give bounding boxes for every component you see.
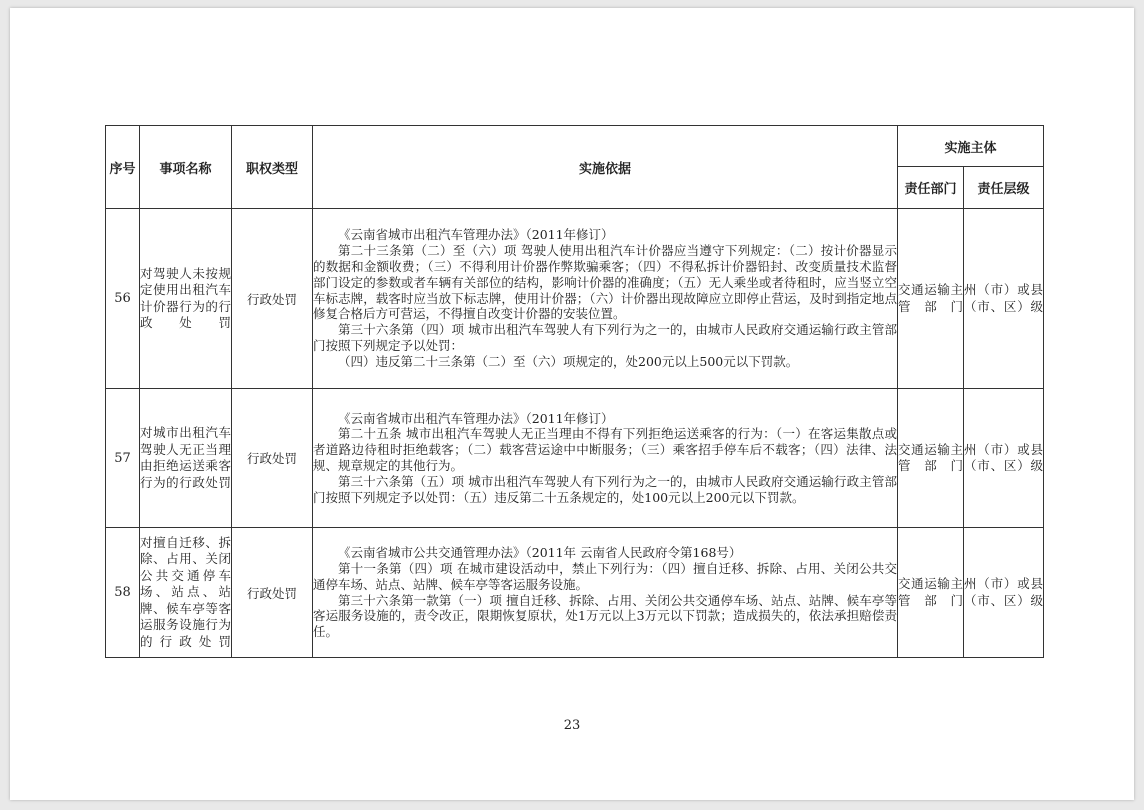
basis-paragraph: 第三十六条第一款第（一）项 擅自迁移、拆除、占用、关闭公共交通停车场、站点、站牌、候车亭等客运服务设施的，责令改正，限期恢复原状，处1万元以上3万元以下罚款；造成损失的，依法承担赔偿责任。 [313, 592, 897, 640]
basis-paragraph: 《云南省城市公共交通管理办法》（2011年 云南省人民政府令第168号） [338, 545, 742, 561]
table-row [106, 528, 1044, 658]
header-row-top [106, 126, 1044, 167]
row-basis [313, 389, 898, 528]
basis-paragraph: （四）违反第二十三条第（二）至（六）项规定的，处200元以上500元以下罚款。 [338, 353, 799, 369]
table-row [106, 389, 1044, 528]
basis-paragraph: 《云南省城市出租汽车管理办法》（2011年修订） [338, 227, 614, 243]
row-dept: 交通运输主管部门 [898, 528, 964, 658]
basis-paragraph: 第二十五条 城市出租汽车驾驶人无正当理由不得有下列拒绝运送乘客的行为：（一）在客运集散点或者道路边待租时拒绝载客；（二）载客营运途中中断服务；（三）乘客招手停车后不载客；（四）法律、法规、规章规定的其他行为。 [313, 426, 897, 473]
row-name: 对擅自迁移、拆除、占用、关闭公共交通停车场、站点、站牌、候车亭等客运服务设施行为的行政处罚 [140, 528, 232, 658]
basis-paragraph: 《云南省城市出租汽车管理办法》（2011年修订） [338, 410, 614, 426]
page-number: 23 [563, 718, 581, 733]
header-type: 职权类型 [232, 126, 313, 209]
row-type: 行政处罚 [232, 389, 313, 528]
row-level: 州（市）或县（市、区）级 [964, 528, 1044, 658]
header-seq: 序号 [106, 126, 140, 209]
document-page [10, 8, 1134, 800]
row-seq: 57 [106, 389, 140, 528]
basis-paragraph: 第三十六条第（五）项 城市出租汽车驾驶人有下列行为之一的，由城市人民政府交通运输行政主管部门按照下列规定予以处罚：（五）违反第二十五条规定的，处100元以上200元以下罚款。 [313, 473, 897, 505]
row-level: 州（市）或县（市、区）级 [964, 389, 1044, 528]
row-basis [313, 528, 898, 658]
basis-paragraph: 第十一条第（四）项 在城市建设活动中，禁止下列行为：（四）擅自迁移、拆除、占用、关闭公共交通停车场、站点、站牌、候车亭等客运服务设施。 [313, 560, 897, 592]
header-basis: 实施依据 [313, 126, 898, 209]
row-level: 州（市）或县（市、区）级 [964, 209, 1044, 389]
header-level: 责任层级 [964, 167, 1044, 209]
row-dept: 交通运输主管部门 [898, 209, 964, 389]
header-dept: 责任部门 [898, 167, 964, 209]
header-subject: 实施主体 [898, 126, 1044, 167]
row-type: 行政处罚 [232, 209, 313, 389]
row-type: 行政处罚 [232, 528, 313, 658]
basis-paragraph: 第三十六条第（四）项 城市出租汽车驾驶人有下列行为之一的，由城市人民政府交通运输行政主管部门按照下列规定予以处罚： [313, 322, 897, 353]
row-basis [313, 209, 898, 389]
basis-paragraph: 第二十三条第（二）至（六）项 驾驶人使用出租汽车计价器应当遵守下列规定：（二）按计价器显示的数据和金额收费；（三）不得利用计价器作弊欺骗乘客；（四）不得私拆计价器铅封、改变质量技术监督部门设定的参数或者车辆有关部位的结构，影响计价器的准确度；（五）无人乘坐或者待租时，应当竖立空车标志牌，载客时应当放下标志牌，使用计价器；（六）计价器出现故障应立即停止营运，及时到指定地点修复合格后方可营运，不得擅自改变计价器的安装位置。 [313, 243, 897, 322]
row-seq: 56 [106, 209, 140, 389]
authority-table [105, 125, 1044, 658]
row-name: 对城市出租汽车驾驶人无正当理由拒绝运送乘客行为的行政处罚 [140, 389, 232, 528]
row-dept: 交通运输主管部门 [898, 389, 964, 528]
row-seq: 58 [106, 528, 140, 658]
header-name: 事项名称 [140, 126, 232, 209]
row-name: 对驾驶人未按规定使用出租汽车计价器行为的行政处罚 [140, 209, 232, 389]
table-row [106, 209, 1044, 389]
